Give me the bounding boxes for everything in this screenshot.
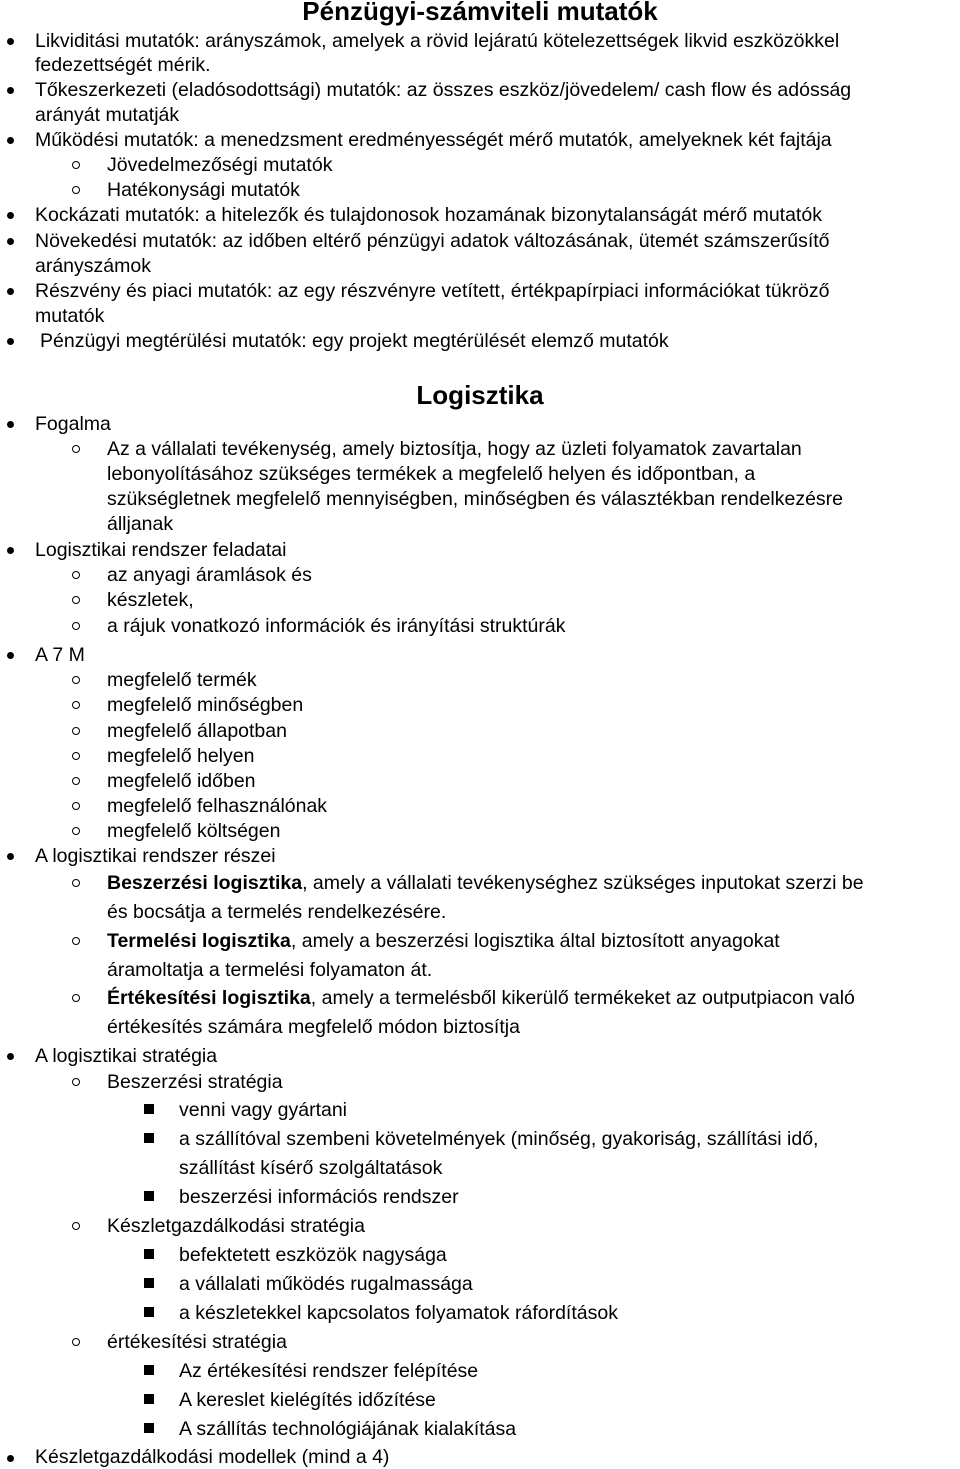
concept-text-3: szükségletnek megfelelő mennyiségben, minőségben és választékban rendelkezésre [107,488,844,510]
sales-item: A kereslet kielégítés időzítése [179,1389,436,1411]
sevenm-item: megfelelő minőségben [107,694,304,716]
bullet [72,622,80,630]
operating-text: Működési mutatók: a menedzsment eredményességét mérő mutatók, amelyeknek két fajtája [35,129,832,151]
return-text: Pénzügyi megtérülési mutatók: egy projekt megtérülését elemző mutatók [40,330,669,352]
liquidity-text: Likviditási mutatók: arányszámok, amelyek a rövid lejáratú kötelezettségek likvid eszközökkel [35,30,840,52]
part-item [107,986,855,1010]
liquidity-text-cont: fedezettségét mérik. [35,54,211,76]
procurement-item: venni vagy gyártani [179,1099,348,1121]
sevenm-item: megfelelő állapotban [107,720,287,742]
bullet [144,1104,154,1114]
concept-text-2: lebonyolításához szükséges termékek a megfelelő helyen és időpontban, a [107,463,756,485]
part-desc: , amely a termelésből kikerülő termékeket az outputpiacon való [310,987,855,1009]
growth-text-cont: arányszámok [35,255,151,277]
inventory-item: a vállalati működés rugalmassága [179,1273,473,1295]
procurement-item: a szállítóval szembeni követelmények (minőség, gyakoriság, szállítási idő, [179,1128,819,1150]
bullet [7,652,14,659]
bullet [7,288,14,295]
bullet [72,186,80,194]
bullet [72,802,80,810]
sevenm-label: A 7 M [35,644,85,666]
sevenm-item: megfelelő felhasználónak [107,795,328,817]
bullet [72,445,80,453]
bullet [144,1394,154,1404]
capital-text: Tőkeszerkezeti (eladósodottsági) mutatók: az összes eszköz/jövedelem/ cash flow és adósság [35,79,852,101]
sevenm-item: megfelelő helyen [107,745,255,767]
page-title: Pénzügyi-számviteli mutatók [302,0,658,26]
bullet [72,596,80,604]
inventory-item: a készletekkel kapcsolatos folyamatok ráfordítások [179,1302,618,1324]
concept-text-4: álljanak [107,513,174,535]
bullet [72,727,80,735]
bullet [7,1053,14,1060]
bullet [72,1338,80,1346]
part-item-cont: értékesítés számára megfelelő módon biztosítja [107,1016,520,1038]
bullet [7,853,14,860]
section-title: Logisztika [416,380,544,410]
part-item [107,929,780,953]
part-desc: , amely a vállalati tevékenységhez szükséges inputokat szerzi be [302,872,864,894]
bullet [7,547,14,554]
sevenm-item: megfelelő időben [107,770,256,792]
strategy-label: A logisztikai stratégia [35,1045,218,1067]
bullet [7,238,14,245]
bullet [72,937,80,945]
bullet [72,827,80,835]
bullet [144,1133,154,1143]
task-item: a rájuk vonatkozó információk és irányítási struktúrák [107,615,566,637]
bullet [72,676,80,684]
procurement-item: beszerzési információs rendszer [179,1186,459,1208]
market-text: Részvény és piaci mutatók: az egy részvényre vetített, értékpapírpiaci információkat tükröző [35,280,830,302]
procurement-item-cont: szállítást kísérő szolgáltatások [179,1157,443,1179]
bullet [144,1191,154,1201]
bullet [72,752,80,760]
inventory-label: Készletgazdálkodási stratégia [107,1215,365,1237]
bullet [72,1222,80,1230]
part-name: Beszerzési logisztika [107,872,303,894]
operating-sub-2: Hatékonysági mutatók [107,179,300,201]
bullet [72,701,80,709]
sevenm-item: megfelelő költségen [107,820,281,842]
sales-item: A szállítás technológiájának kialakítása [179,1418,517,1440]
bullet [144,1307,154,1317]
sales-item: Az értékesítési rendszer felépítése [179,1360,479,1382]
bullet [7,338,14,345]
bullet [72,571,80,579]
bullet [72,994,80,1002]
task-item: készletek, [107,589,194,611]
inventory-item: befektetett eszközök nagysága [179,1244,447,1266]
models-label: Készletgazdálkodási modellek (mind a 4) [35,1446,390,1468]
operating-sub-1: Jövedelmezőségi mutatók [107,154,333,176]
bullet [72,161,80,169]
bullet [7,1455,14,1462]
sales-label: értékesítési stratégia [107,1331,287,1353]
part-item-cont: áramoltatja a termelési folyamaton át. [107,959,433,981]
task-item: az anyagi áramlások és [107,564,312,586]
bullet [144,1423,154,1433]
part-item [107,871,864,895]
concept-label: Fogalma [35,413,111,435]
bullet [7,421,14,428]
parts-label: A logisztikai rendszer részei [35,845,276,867]
concept-text: Az a vállalati tevékenység, amely biztosítja, hogy az üzleti folyamatok zavartalan [107,438,802,460]
part-desc: , amely a beszerzési logisztika által biztosított anyagokat [290,930,780,952]
sevenm-item: megfelelő termék [107,669,257,691]
bullet [7,38,14,45]
bullet [144,1249,154,1259]
risk-text: Kockázati mutatók: a hitelezők és tulajdonosok hozamának bizonytalanságát mérő mutatók [35,204,822,226]
growth-text: Növekedési mutatók: az időben eltérő pénzügyi adatok változásának, ütemét számszerűsítő [35,230,830,252]
tasks-label: Logisztikai rendszer feladatai [35,539,287,561]
bullet [144,1365,154,1375]
market-text-cont: mutatók [35,305,105,327]
bullet [144,1278,154,1288]
bullet [7,212,14,219]
procurement-label: Beszerzési stratégia [107,1071,283,1093]
bullet [72,879,80,887]
part-name: Termelési logisztika [107,930,291,952]
bullet [7,87,14,94]
capital-text-cont: arányát mutatják [35,104,180,126]
bullet [72,777,80,785]
part-name: Értékesítési logisztika [107,987,311,1009]
bullet [7,137,14,144]
bullet [72,1078,80,1086]
part-item-cont: és bocsátja a termelés rendelkezésére. [107,901,447,923]
